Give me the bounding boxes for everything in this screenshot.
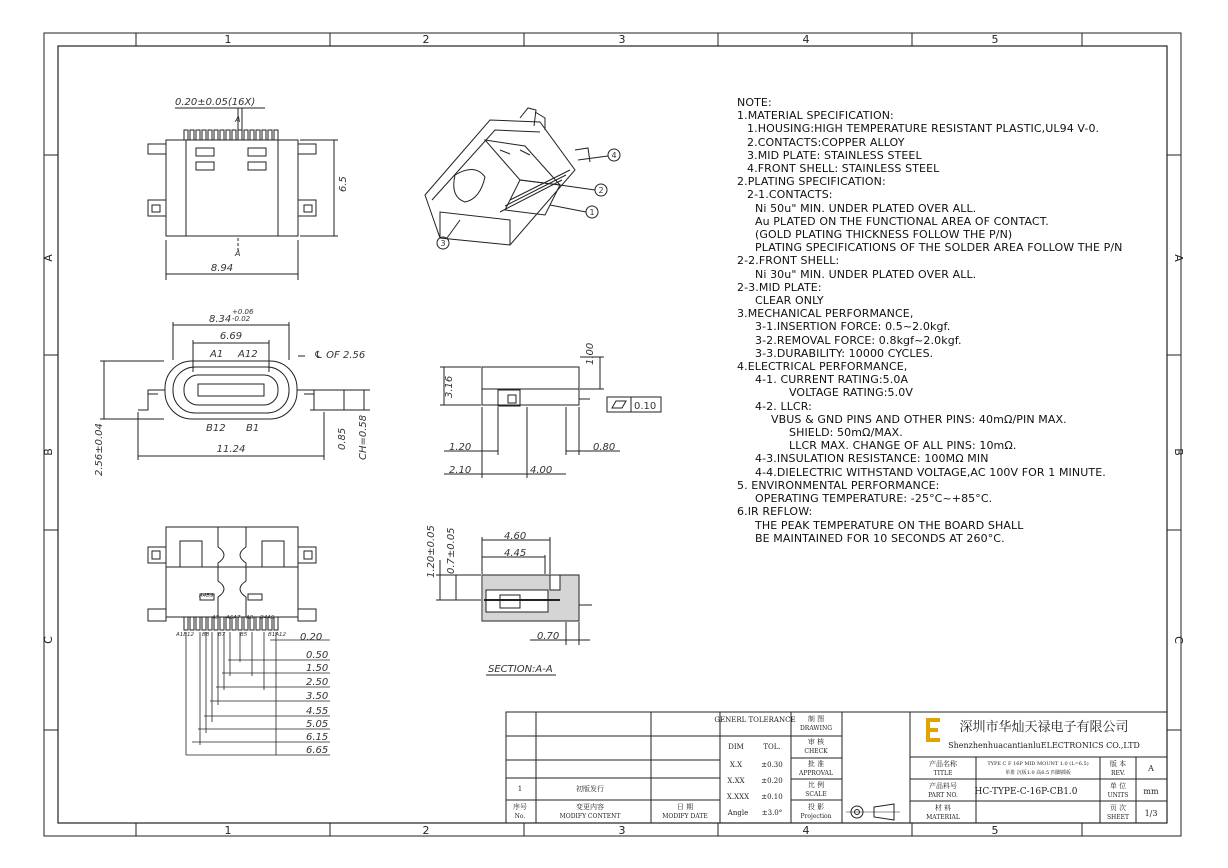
check-label-cn: 审 核 [807,738,825,746]
note-line: LLCR MAX. CHANGE OF ALL PINS: 10mΩ. [789,439,1017,453]
tolerance-title: GENERL TOLERANCE [714,716,796,724]
note-line: VBUS & GND PINS AND OTHER PINS: 40mΩ/PIN MAX. [771,412,1067,426]
pin-label-b8: B8 [202,632,210,638]
check-label-en: CHECK [804,748,828,755]
note-line: CLEAR ONLY [755,294,824,308]
note-line: 4-2. LLCR: [755,399,812,413]
dim-07-tol: 0.7±0.05 [446,527,457,574]
part-label-en: PART NO. [928,792,958,799]
dim-120: 1.20 [449,442,472,453]
note-line: VOLTAGE RATING:5.0V [789,386,913,400]
balloon-3: 3 [440,239,446,248]
pin-dim-350: 3.50 [306,691,329,702]
approval-label-en: APPROVAL [799,770,833,777]
label-b12: B12 [206,423,226,434]
balloon-1: 1 [589,208,595,217]
zone-col-1: 1 [224,33,232,46]
zone-row-a: A [42,254,55,262]
dim-height-65: 6.5 [338,176,349,192]
dim-445: 4.45 [504,548,527,559]
section-mark-bottom: A [235,249,241,258]
note-line: 1.MATERIAL SPECIFICATION: [737,109,894,123]
front-view [100,322,370,460]
dim-width-894: 8.94 [210,263,234,274]
dim-316: 3.16 [444,375,455,398]
part-label-cn: 产品料号 [929,782,957,790]
dim-070: 0.70 [537,631,560,642]
zone-row-a-right: A [1172,254,1185,262]
isometric-view [425,108,620,249]
unit-label-en: UNITS [1107,792,1129,799]
dim-pin-pitch: 0.20±0.05(16X) [175,97,256,108]
pin-label-b1a12: B1A12 [268,632,287,638]
zone-col-4-bottom: 4 [802,824,810,837]
title-label-en: TITLE [933,770,953,777]
date-label-cn: 日 期 [676,803,694,811]
tol-row-4-dim: Angle [727,809,749,817]
scale-label-cn: 比 例 [807,781,825,789]
pin-label-a4b9: A4B9 [199,593,214,599]
projection-label-cn: 投 影 [807,803,825,811]
revision-description: 初版发行 [576,785,604,793]
section-mark-top: A [235,115,241,124]
material-label-cn: 材 料 [934,804,952,812]
part-number: HC-TYPE-C-16P-CB1.0 [974,787,1078,797]
note-line: 4-1. CURRENT RATING:5.0A [755,373,909,387]
note-line: THE PEAK TEMPERATURE ON THE BOARD SHALL [755,518,1024,532]
note-line: Ni 30u" MIN. UNDER PLATED OVER ALL. [755,267,977,281]
note-line: 2.CONTACTS:COPPER ALLOY [747,135,905,149]
notes-block [737,96,1167,545]
section-label: SECTION:A-A [488,664,553,675]
dim-460: 4.60 [504,531,527,542]
date-label-en: MODIFY DATE [662,813,708,820]
note-line: 3.MID PLATE: STAINLESS STEEL [747,148,922,162]
tol-row-3-dim: X.XXX [726,793,750,801]
modify-label-cn: 变更内容 [576,803,604,811]
dim-080: 0.80 [593,442,616,453]
drawing-label-en: DRAWING [800,725,832,732]
dim-834-tol-down: -0.02 [232,315,251,323]
note-line: 3-3.DURABILITY: 10000 CYCLES. [755,346,934,360]
pin-dim-665: 6.65 [306,745,329,756]
zone-col-1-bottom: 1 [224,824,232,837]
notes-lines [737,109,1167,545]
balloon-4: 4 [611,151,617,160]
pin-label-b4a9: B4A9 [260,615,275,621]
zone-col-3: 3 [618,33,626,46]
pin-dim-505: 5.05 [306,719,329,730]
pin-label-a6a7: A6A7 [226,615,241,621]
dim-834-tol-up: +0.06 [232,308,254,316]
dim-width-669: 6.69 [219,331,243,342]
zone-col-2-bottom: 2 [422,824,430,837]
dim-120-tol: 1.20±0.05 [426,525,437,578]
note-line: PLATING SPECIFICATIONS OF THE SOLDER AREA FOLLOW THE P/N [755,241,1123,255]
company-name-en: ShenzhenhuacantianluELECTRONICS CO.,LTD [948,741,1140,750]
seq-label-en: No. [514,813,526,820]
note-line: 3-2.REMOVAL FORCE: 0.8kgf~2.0kgf. [755,333,962,347]
note-line: OPERATING TEMPERATURE: -25°C~+85°C. [755,492,993,506]
revision-number: 1 [517,785,523,793]
modify-label-en: MODIFY CONTENT [559,813,621,820]
title-value-line2: 单排 沉板1.0 高6.5 四脚插板 [1005,770,1071,776]
zone-col-2: 2 [422,33,430,46]
top-pins [184,130,278,140]
tol-row-4-tol: ±3.0° [761,809,783,817]
note-line: 3.MECHANICAL PERFORMANCE, [737,307,914,321]
note-line: BE MAINTAINED FOR 10 SECONDS AT 260°C. [755,531,1005,545]
note-line: 5. ENVIRONMENTAL PERFORMANCE: [737,478,940,492]
zone-row-c: C [42,636,55,644]
scale-label-en: SCALE [805,791,827,798]
pin-label-a1b12: A1B12 [176,632,195,638]
zone-row-c-right: C [1172,636,1185,644]
label-a1: A1 [210,349,224,360]
flatness-tolerance: 0.10 [634,401,657,412]
balloon-2: 2 [598,186,604,195]
company-logo [926,718,940,742]
dim-width-834: 8.34 [209,314,232,325]
unit-value: mm [1143,787,1159,796]
tol-row-2-tol: ±0.20 [761,777,783,785]
unit-label-cn: 单 位 [1109,782,1127,790]
title-label-cn: 产品名称 [929,760,957,768]
note-line: Au PLATED ON THE FUNCTIONAL AREA OF CONTACT. [755,214,1049,228]
zone-col-5-bottom: 5 [991,824,999,837]
tol-row-1-tol: ±0.30 [761,761,783,769]
tol-row-3-tol: ±0.10 [761,793,783,801]
note-line: 3-1.INSERTION FORCE: 0.5~2.0kgf. [755,320,951,334]
notes-title: NOTE: [737,96,772,109]
dim-centerline: ℄ OF 2.56 [314,350,366,361]
note-line: 2-1.CONTACTS: [747,188,833,202]
pin-dim-050: 0.50 [306,650,329,661]
note-line: 2-2.FRONT SHELL: [737,254,840,268]
zone-row-b: B [42,448,55,456]
dim-400: 4.00 [530,465,553,476]
sheet-label-en: SHEET [1106,814,1130,821]
tol-dim-head: DIM [728,743,744,751]
note-line: 4.FRONT SHELL: STAINLESS STEEL [747,162,940,176]
pin-dim-250: 2.50 [306,677,329,688]
dim-100: 1.00 [585,342,596,365]
dim-width-1124: 11.24 [216,444,246,455]
company-name-cn: 深圳市华灿天禄电子有限公司 [959,720,1129,735]
note-line: 2-3.MID PLATE: [737,280,822,294]
tol-row-2-dim: X.XX [727,777,745,785]
label-b1: B1 [246,423,260,434]
dim-height-256: 2.56±0.04 [94,423,105,476]
dim-chamfer: CH=0.58 [358,414,369,460]
label-a12: A12 [238,349,258,360]
note-line: 1.HOUSING:HIGH TEMPERATURE RESISTANT PLASTIC,UL94 V-0. [747,122,1100,136]
top-view [148,108,338,280]
approval-label-cn: 批 准 [807,760,825,768]
dim-height-085: 0.85 [337,427,348,450]
tol-tol-head: TOL. [763,743,781,751]
note-line: 4.ELECTRICAL PERFORMANCE, [737,360,908,374]
tol-row-1-dim: X.X [729,761,743,769]
note-line: Ni 50u" MIN. UNDER PLATED OVER ALL. [755,201,977,215]
note-line: 4-4.DIELECTRIC WITHSTAND VOLTAGE,AC 100V FOR 1 MINUTE. [755,465,1106,479]
sheet-label-cn: 页 次 [1109,804,1127,812]
pin-dim-150: 1.50 [306,663,329,674]
note-line: 4-3.INSULATION RESISTANCE: 100MΩ MIN [755,452,989,466]
rev-label-cn: 版 本 [1109,760,1127,768]
zone-col-3-bottom: 3 [618,824,626,837]
rev-value: A [1148,764,1154,773]
material-label-en: MATERIAL [926,814,960,821]
rev-label-en: REV. [1110,770,1126,777]
zone-col-4: 4 [802,33,810,46]
side-view [440,357,661,478]
pin-label-b7: B7 [218,632,226,638]
pin-label-a8: A8 [246,615,254,621]
note-line: SHIELD: 50mΩ/MAX. [789,426,903,440]
pin-dim-020: 0.20 [300,632,323,643]
sheet-value: 1/3 [1144,809,1158,818]
pin-dim-615: 6.15 [306,732,329,743]
pin-dim-455: 4.55 [306,706,329,717]
drawing-label-cn: 制 图 [807,715,825,723]
seq-label-cn: 序号 [513,803,527,811]
title-value-line1: TYPE C F 16P MID MOUNT 1.0 (L=6.5) [987,761,1089,767]
note-line: 2.PLATING SPECIFICATION: [737,175,886,189]
note-line: (GOLD PLATING THICKNESS FOLLOW THE P/N) [755,228,1013,242]
note-line: 6.IR REFLOW: [737,505,813,519]
projection-label-en: Projection [800,813,832,820]
zone-row-b-right: B [1172,448,1185,456]
zone-col-5: 5 [991,33,999,46]
pin-label-b5: B5 [240,632,248,638]
pin-label-a5: A5 [212,615,220,621]
dim-210: 2.10 [449,465,472,476]
